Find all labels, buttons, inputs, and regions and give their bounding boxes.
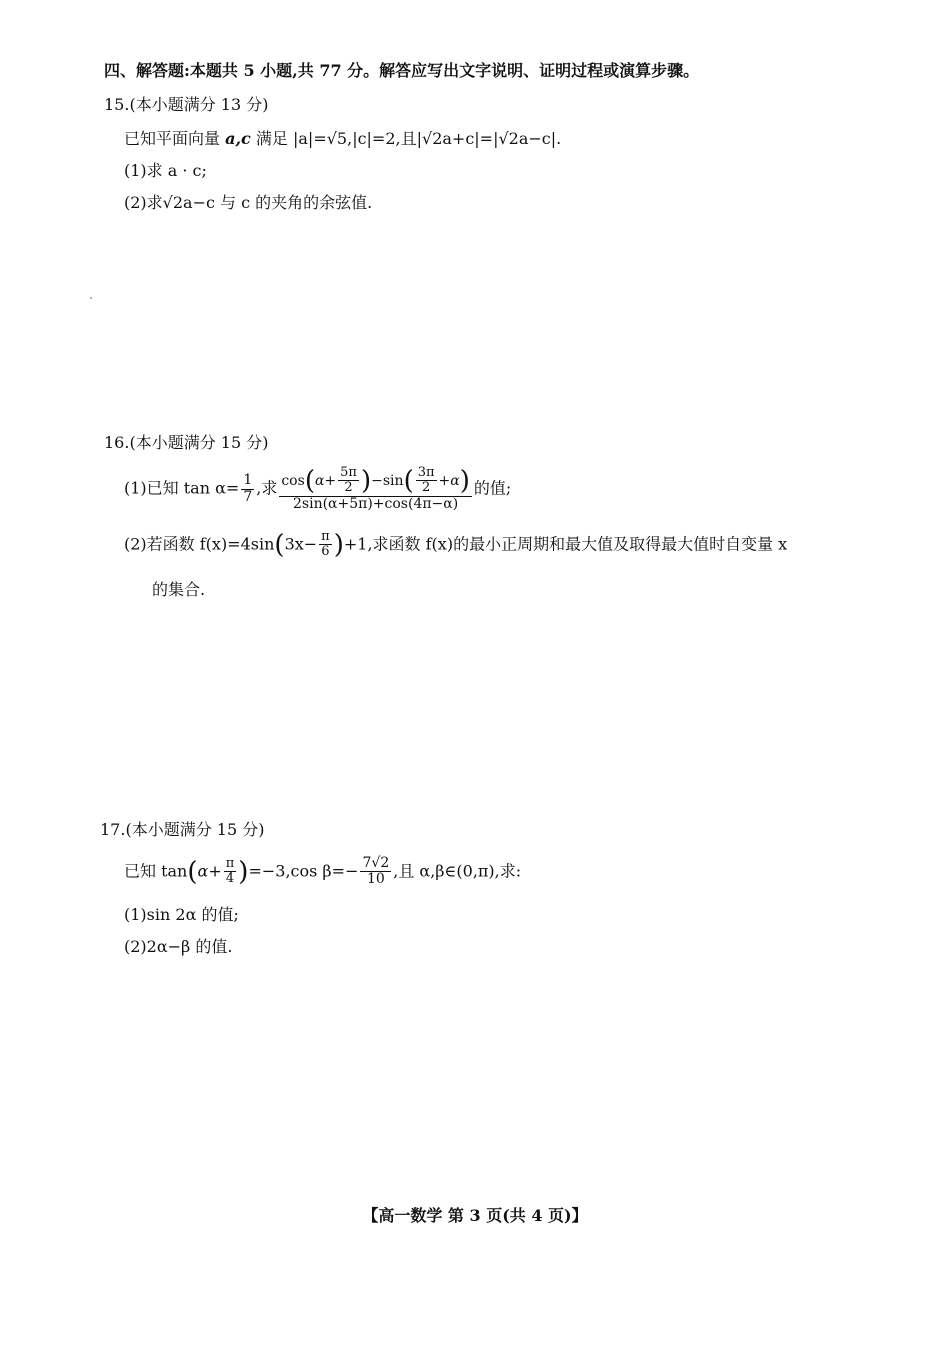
page-footer: 【高一数学 第 3 页(共 4 页)】 <box>362 1206 588 1225</box>
q16-5pi: 5π <box>340 465 357 480</box>
q16-pi-6-fraction <box>319 530 332 560</box>
q17-part1: (1)sin 2α 的值; <box>124 905 239 924</box>
q16-num-alpha-plus: α+ <box>314 472 337 489</box>
q16-heading: 16.(本小题满分 15 分) <box>104 433 269 452</box>
q16-part2-line2: 的集合. <box>152 580 206 599</box>
q16-num-minus-sin: −sin <box>371 472 404 489</box>
q16-part1-prefix: (1)已知 tan α= <box>124 478 240 498</box>
q17-stem-c: ,且 α,β∈(0,π),求: <box>393 861 522 881</box>
q16-main-denominator: 2sin(α+5π)+cos(4π−α) <box>293 495 459 512</box>
q17-four: 4 <box>225 871 235 887</box>
q16-part1 <box>124 466 511 512</box>
q15-part2: (2)求√2a−c 与 c 的夹角的余弦值. <box>124 193 373 212</box>
q16-tan-fraction <box>241 473 254 505</box>
q16-main-fraction <box>279 466 472 512</box>
q16-3pi: 3π <box>417 465 435 480</box>
q17-cos-numerator: 7√2 <box>362 855 390 871</box>
q15-stem-prefix: 已知平面向量 <box>124 129 221 148</box>
scan-speck <box>90 297 92 299</box>
q16-part2-suffix: +1,求函数 f(x)的最小正周期和最大值及取得最大值时自变量 x <box>343 534 788 554</box>
q16-part2: (2)若函数 f(x)=4sin(3x− $\frac{\pi}{6}$ )+1,求函数 f(x)的最小正周期和最大值及取得最大值时自变量 x <box>124 529 788 560</box>
q15-stem-mid: 满足 <box>255 129 288 148</box>
q16-part1-ask: ,求 <box>256 478 278 498</box>
q16-tan-denominator: 7 <box>243 488 253 505</box>
q16-part2-inner: 3x− <box>284 534 318 554</box>
q15-part1: (1)求 a · c; <box>124 161 207 180</box>
q17-stem: 已知 tan(α+ $\frac{\pi}{4}$ )=−3,cos β=− $\frac{7√2}{10}$ ,且 α,β∈(0,π),求: <box>124 855 522 888</box>
q17-pi-4-fraction <box>224 857 237 887</box>
q17-part2: (2)2α−β 的值. <box>124 937 233 956</box>
q16-num-cos: cos <box>281 472 305 489</box>
q16-part1-suffix: 的值; <box>473 478 512 498</box>
q16-pi: π <box>321 529 330 544</box>
q15-stem <box>124 126 561 149</box>
q16-six: 6 <box>321 544 330 560</box>
q16-num-3pi-frac <box>416 466 437 496</box>
q16-5pi-den: 2 <box>344 480 353 496</box>
q17-stem-b: =−3,cos β=− <box>248 861 359 881</box>
q17-pi: π <box>225 856 235 872</box>
q15-stem-vars: a,c <box>225 129 251 148</box>
q16-main-numerator: cos(α+ $\frac{5\pi}{2}$ )−sin( $\frac{3\pi}{2}$ +α) <box>281 465 470 496</box>
q15-stem-condition: |a|=√5,|c|=2,且|√2a+c|=|√2a−c|. <box>293 129 562 148</box>
q16-3pi-den: 2 <box>421 480 431 496</box>
section-title: 四、解答题:本题共 5 小题,共 77 分。解答应写出文字说明、证明过程或演算步骤。 <box>104 61 700 80</box>
q16-num-5pi-frac <box>338 466 359 496</box>
q15-heading: 15.(本小题满分 13 分) <box>104 95 269 114</box>
q17-stem-a: 已知 tan <box>124 861 188 881</box>
q17-cos-denominator: 10 <box>366 871 385 888</box>
q16-num-plus-alpha: +α <box>438 472 460 489</box>
q17-inner: α+ <box>197 861 222 881</box>
q16-tan-numerator: 1 <box>243 472 253 489</box>
q17-heading: 17.(本小题满分 15 分) <box>100 820 265 839</box>
q16-part2-prefix: (2)若函数 f(x)=4sin <box>124 534 275 554</box>
q17-cos-fraction <box>360 856 391 888</box>
